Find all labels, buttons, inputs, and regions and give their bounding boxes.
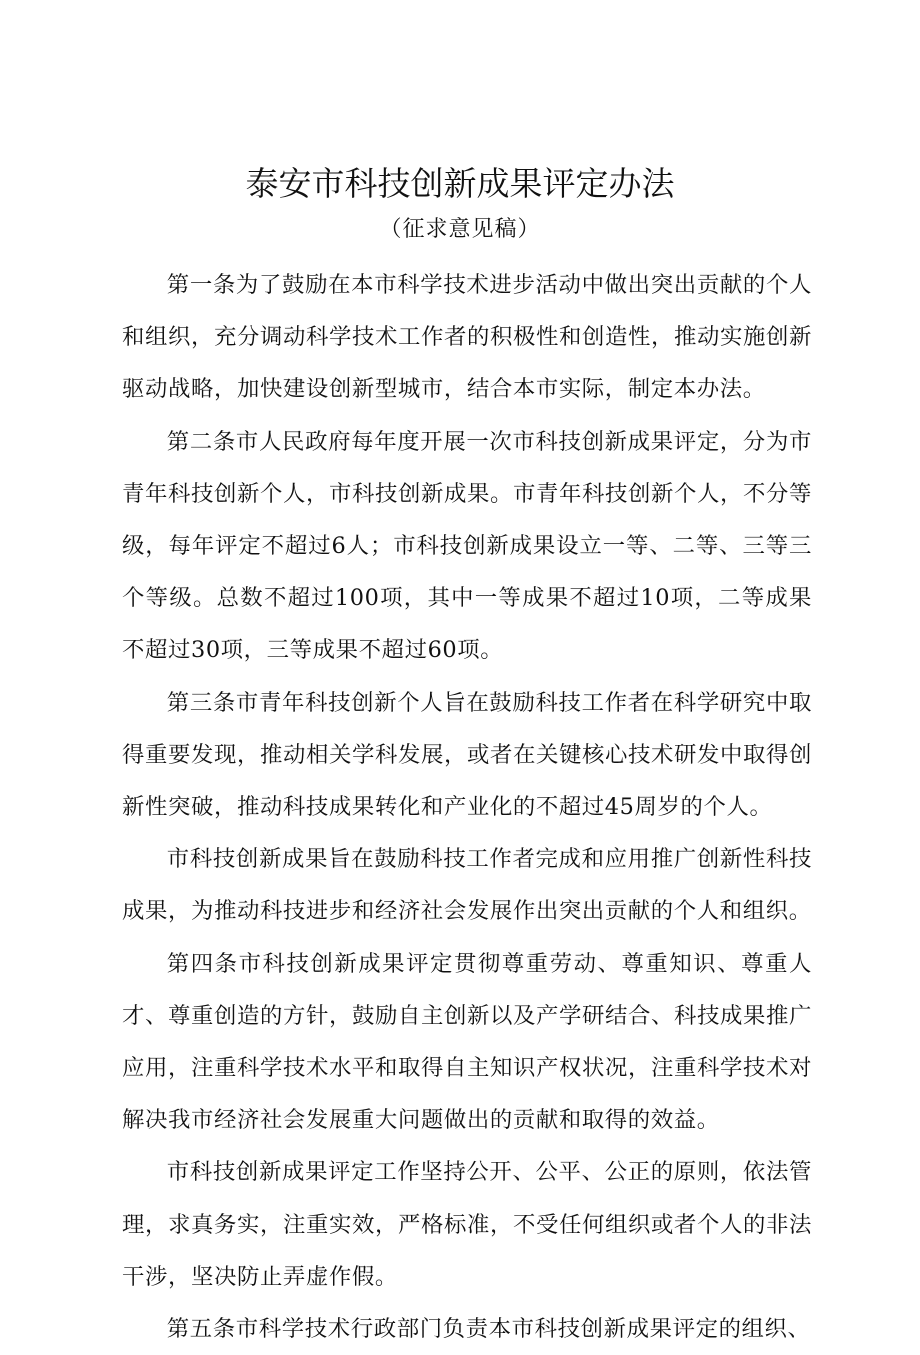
article-2-paragraph: 第二条市人民政府每年度开展一次市科技创新成果评定，分为市青年科技创新个人，市科技创新成果。市青年科技创新个人，不分等级，每年评定不超过6人；市科技创新成果设立一等、二等、三等三个等级。总数不超过100项，其中一等成果不超过10项，二等成果不超过30项，三等成果不超过60项。 [122,428,812,664]
article-3-continuation-paragraph: 市科技创新成果旨在鼓励科技工作者完成和应用推广创新性科技成果，为推动科技进步和经济社会发展作出突出贡献的个人和组织。 [122,846,812,925]
document-body [122,259,812,1355]
article-5-paragraph: 第五条市科学技术行政部门负责本市科技创新成果评定的组织、 [166,1316,811,1343]
article-3-paragraph: 第三条市青年科技创新个人旨在鼓励科技工作者在科学研究中取得重要发现，推动相关学科发展，或者在关键核心技术研发中取得创新性突破，推动科技成果转化和产业化的不超过45周岁的个人。 [122,689,812,821]
article-4-continuation-paragraph: 市科技创新成果评定工作坚持公开、公平、公正的原则，依法管理，求真务实，注重实效，严格标准，不受任何组织或者个人的非法干涉，坚决防止弄虚作假。 [122,1159,812,1290]
document-subtitle: （征求意见稿） [379,217,541,242]
article-1-paragraph: 第一条为了鼓励在本市科学技术进步活动中做出突出贡献的个人和组织，充分调动科学技术工作者的积极性和创造性，推动实施创新驱动战略，加快建设创新型城市，结合本市实际，制定本办法。 [122,272,812,403]
document-title: 泰安市科技创新成果评定办法 [245,164,675,203]
article-4-paragraph: 第四条市科技创新成果评定贯彻尊重劳动、尊重知识、尊重人才、尊重创造的方针，鼓励自主创新以及产学研结合、科技成果推广应用，注重科学技术水平和取得自主知识产权状况，注重科学技术对解决我市经济社会发展重大问题做出的贡献和取得的效益。 [122,950,812,1134]
